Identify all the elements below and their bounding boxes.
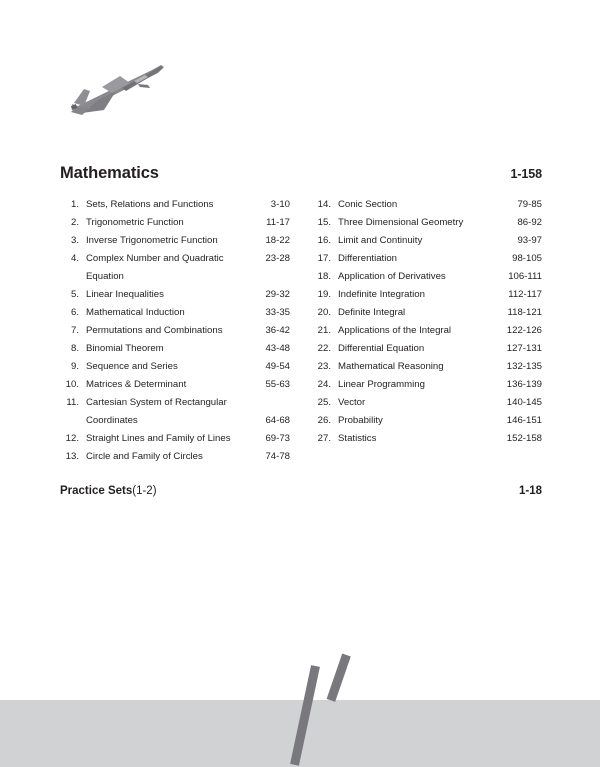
chapter-number: 20. — [317, 307, 331, 318]
list-item[interactable] — [60, 448, 290, 466]
list-item[interactable] — [312, 430, 542, 448]
chapter-pages: 64-68 — [265, 415, 290, 426]
list-item[interactable] — [60, 304, 290, 322]
chapter-number: 18. — [317, 271, 331, 282]
list-item[interactable] — [312, 322, 542, 340]
chapter-number: 21. — [317, 325, 331, 336]
chapter-pages: 74-78 — [265, 451, 290, 462]
decorative-bar-short — [327, 654, 351, 702]
practice-sets-row[interactable] — [60, 485, 542, 497]
table-of-contents — [60, 164, 542, 497]
chapter-number: 4. — [70, 253, 79, 264]
chapter-pages: 152-158 — [506, 433, 542, 444]
chapter-title: Conic Section — [338, 199, 398, 210]
chapter-number: 10. — [65, 379, 79, 390]
chapter-pages: 98-105 — [512, 253, 542, 264]
chapter-title: Trigonometric Function — [86, 217, 184, 228]
chapter-pages: 146-151 — [506, 415, 542, 426]
chapter-title: Differentiation — [338, 253, 398, 264]
chapter-title: Three Dimensional Geometry — [338, 217, 464, 228]
chapter-title: Applications of the Integral — [338, 325, 452, 336]
chapter-pages: 23-28 — [265, 253, 290, 264]
chapter-pages: 112-117 — [508, 289, 542, 300]
chapter-number: 3. — [70, 235, 79, 246]
chapter-title: Statistics — [338, 433, 377, 444]
chapter-title: Matrices & Determinant — [86, 379, 187, 390]
chapter-pages: 86-92 — [517, 217, 542, 228]
practice-sets-count: (1-2) — [132, 485, 157, 497]
list-item[interactable] — [312, 394, 542, 412]
section-page-range: 1-158 — [510, 167, 542, 181]
list-item[interactable] — [312, 232, 542, 250]
chapter-pages: 11-17 — [266, 217, 290, 228]
chapter-number: 27. — [317, 433, 331, 444]
list-item[interactable] — [60, 358, 290, 376]
chapter-pages: 118-121 — [507, 307, 542, 318]
chapter-number: 8. — [70, 343, 79, 354]
chapter-pages: 127-131 — [506, 343, 542, 354]
chapter-title: Differential Equation — [338, 343, 425, 354]
list-item[interactable] — [60, 430, 290, 448]
chapter-pages: 55-63 — [265, 379, 290, 390]
chapter-title: Inverse Trigonometric Function — [86, 235, 218, 246]
practice-sets-page-range: 1-18 — [518, 485, 542, 497]
chapter-number: 9. — [70, 361, 79, 372]
chapter-pages: 122-126 — [506, 325, 542, 336]
chapter-title-line-1: Cartesian System of Rectangular — [86, 397, 227, 408]
chapter-title: Sets, Relations and Functions — [86, 199, 214, 210]
list-item[interactable] — [60, 340, 290, 358]
toc-right-column — [312, 196, 542, 466]
section-heading — [60, 164, 542, 183]
chapter-number: 17. — [317, 253, 331, 264]
chapter-title: Probability — [338, 415, 383, 426]
chapter-number: 23. — [317, 361, 331, 372]
chapter-title: Indefinite Integration — [338, 289, 425, 300]
list-item[interactable] — [312, 268, 542, 286]
chapter-title: Straight Lines and Family of Lines — [86, 433, 231, 444]
fighter-jet-illustration — [60, 60, 176, 118]
list-item[interactable] — [312, 412, 542, 430]
chapter-pages: 33-35 — [265, 307, 290, 318]
list-item[interactable] — [60, 286, 290, 304]
chapter-number: 11. — [66, 397, 79, 408]
chapter-pages: 69-73 — [265, 433, 290, 444]
chapter-number: 7. — [70, 325, 79, 336]
list-item[interactable] — [312, 196, 542, 214]
list-item[interactable] — [60, 376, 290, 394]
list-item[interactable] — [312, 214, 542, 232]
chapter-pages: 49-54 — [265, 361, 290, 372]
practice-sets-title: Practice Sets — [60, 485, 133, 497]
page-title: Mathematics — [60, 164, 159, 182]
chapter-pages: 18-22 — [265, 235, 290, 246]
list-item[interactable] — [312, 340, 542, 358]
chapter-title: Sequence and Series — [86, 361, 178, 372]
list-item[interactable] — [312, 358, 542, 376]
list-item[interactable] — [60, 232, 290, 250]
chapter-title: Circle and Family of Circles — [86, 451, 203, 462]
chapter-title-line-2: Coordinates — [86, 415, 138, 426]
list-item[interactable] — [60, 196, 290, 214]
list-item[interactable] — [312, 286, 542, 304]
chapter-pages: 3-10 — [270, 199, 290, 210]
list-item[interactable] — [312, 250, 542, 268]
list-item[interactable] — [60, 394, 290, 430]
chapter-title: Limit and Continuity — [338, 235, 423, 246]
chapter-title — [79, 394, 248, 430]
chapter-number: 2. — [70, 217, 79, 228]
chapter-title: Mathematical Reasoning — [338, 361, 444, 372]
chapter-pages: 132-135 — [506, 361, 542, 372]
chapter-number: 26. — [317, 415, 331, 426]
list-item[interactable] — [312, 376, 542, 394]
chapter-number: 15. — [317, 217, 331, 228]
chapter-title: Application of Derivatives — [338, 271, 446, 282]
chapter-pages: 29-32 — [265, 289, 290, 300]
chapter-number: 19. — [317, 289, 331, 300]
chapter-pages: 36-42 — [265, 325, 290, 336]
list-item[interactable] — [60, 322, 290, 340]
list-item[interactable] — [60, 250, 290, 286]
practice-sets-label — [60, 485, 157, 497]
chapter-number: 1. — [70, 199, 79, 210]
chapter-number: 12. — [65, 433, 79, 444]
chapter-number: 5. — [70, 289, 79, 300]
chapter-number: 24. — [317, 379, 331, 390]
chapter-title: Complex Number and Quadratic Equation — [86, 253, 224, 282]
chapter-title: Permutations and Combinations — [86, 325, 223, 336]
chapter-pages: 79-85 — [517, 199, 542, 210]
chapter-pages: 140-145 — [506, 397, 542, 408]
chapter-title: Mathematical Induction — [86, 307, 185, 318]
chapter-number: 16. — [317, 235, 331, 246]
fighter-jet-icon — [60, 60, 176, 118]
chapter-title: Definite Integral — [338, 307, 406, 318]
list-item[interactable] — [312, 304, 542, 322]
chapter-pages: 93-97 — [517, 235, 542, 246]
list-item[interactable] — [60, 214, 290, 232]
toc-columns — [60, 196, 542, 466]
chapter-pages: 106-111 — [508, 271, 542, 282]
chapter-pages: 136-139 — [506, 379, 542, 390]
chapter-title: Linear Programming — [338, 379, 425, 390]
chapter-number: 6. — [70, 307, 79, 318]
chapter-number: 25. — [317, 397, 331, 408]
chapter-title: Binomial Theorem — [86, 343, 164, 354]
chapter-title: Vector — [338, 397, 366, 408]
chapter-number: 22. — [317, 343, 331, 354]
chapter-number: 13. — [65, 451, 79, 462]
chapter-pages: 43-48 — [265, 343, 290, 354]
chapter-title: Linear Inequalities — [86, 289, 164, 300]
chapter-number: 14. — [317, 199, 331, 210]
toc-left-column — [60, 196, 290, 466]
